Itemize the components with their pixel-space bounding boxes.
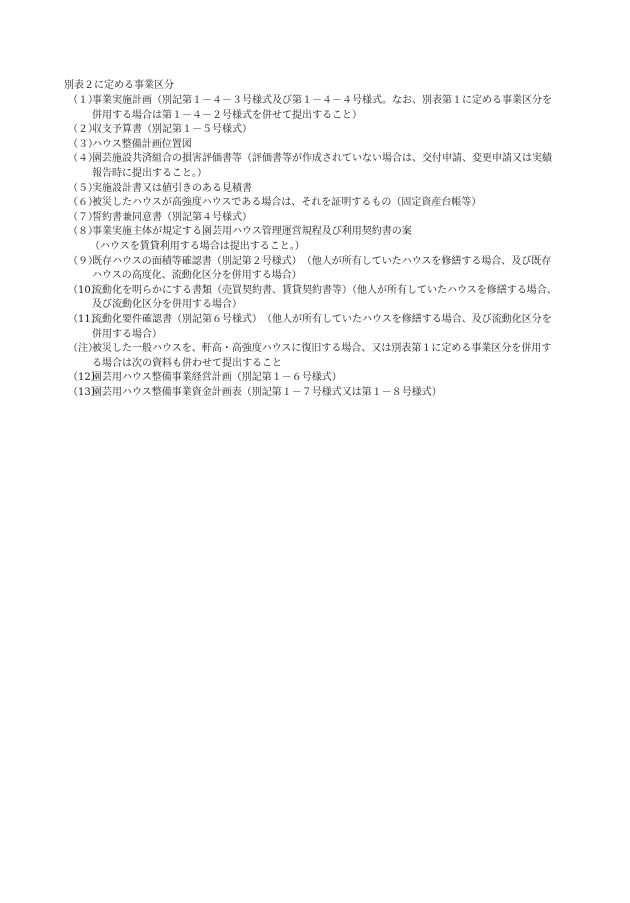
item-number: （２） bbox=[68, 124, 98, 136]
list-item-3 bbox=[64, 138, 594, 153]
item-number: （12） bbox=[68, 372, 101, 384]
list-item-8 bbox=[64, 225, 594, 240]
item-text: 被災した一般ハウスを、軒高・高強度ハウスに復旧する場合、又は別表第１に定める事業区分を併用す る場合は次の資料も併わせて提出すること bbox=[92, 343, 552, 369]
item-text: ハウス整備計画位置図 bbox=[92, 138, 192, 150]
list-item-11 bbox=[64, 313, 594, 342]
list-item-1 bbox=[64, 94, 594, 123]
item-text: 既存ハウスの面積等確認書（別記第２号様式） （他人が所有していたハウスを修繕する場合、及び既存 ハウスの高度化、流動化区分を併用する場合） bbox=[92, 255, 552, 282]
item-text: 収支予算書（別記第１－５号様式） bbox=[92, 124, 252, 136]
item-text: 流動化要件確認書（別記第６号様式） （他人が所有していたハウスを修繕する場合、及び流動化区分を 併用する場合） bbox=[92, 313, 552, 340]
list-item-12 bbox=[64, 371, 594, 386]
list-item-4 bbox=[64, 152, 594, 181]
item-text: 園芸用ハウス整備事業資金計画表（別記第１－７号様式又は第１－８号様式） bbox=[92, 386, 442, 398]
item-number: （注） bbox=[68, 343, 98, 355]
item-number: （９） bbox=[68, 255, 98, 267]
list-item-9 bbox=[64, 255, 594, 284]
item-number: （10） bbox=[68, 284, 101, 296]
list-item-note bbox=[64, 342, 594, 371]
list-item-8-note bbox=[64, 240, 594, 255]
item-number: （４） bbox=[68, 153, 98, 165]
list-item-10 bbox=[64, 284, 594, 313]
item-text: 被災したハウスが高強度ハウスである場合は、それを証明するもの（固定資産台帳等） bbox=[92, 197, 482, 209]
item-number: （11） bbox=[68, 313, 101, 325]
item-number: （３） bbox=[68, 138, 98, 150]
item-text: 誓約書兼同意書（別記第４号様式） bbox=[92, 211, 252, 223]
list-item-2 bbox=[64, 123, 594, 138]
item-text: 事業実施計画（別記第１－４－３号様式及び第１－４－４号様式。なお、別表第１に定める事業区分を 併用する場合は第１－４－２号様式を併せて提出すること） bbox=[92, 95, 552, 121]
list-item-6 bbox=[64, 196, 594, 211]
section-heading: 別表２に定める事業区分 bbox=[64, 80, 174, 91]
item-text: （ハウスを賃貸利用する場合は提出すること。） bbox=[90, 240, 305, 252]
item-text: 園芸用ハウス整備事業経営計画（別記第１－６号様式） bbox=[92, 372, 342, 384]
item-number: （13） bbox=[68, 386, 101, 398]
item-text: 流動化を明らかにする書類（売買契約書、賃貸契約書等）（他人が所有していたハウスを修繕する場合、 及び流動化区分を併用する場合） bbox=[92, 284, 557, 311]
item-text: 園芸施設共済組合の損害評価書等（評価書等が作成されていない場合は、交付申請、変更申請又は実績 報告時に提出すること。） bbox=[92, 153, 552, 179]
list-item-7 bbox=[64, 211, 594, 226]
item-text: 事業実施主体が規定する園芸用ハウス管理運営規程及び利用契約書の案 bbox=[92, 226, 412, 238]
list-item-13 bbox=[64, 386, 594, 401]
item-number: （８） bbox=[68, 226, 98, 238]
item-number: （７） bbox=[68, 211, 98, 223]
item-number: （６） bbox=[68, 197, 98, 209]
list-item-5 bbox=[64, 182, 594, 197]
item-text: 実施設計書又は値引きのある見積書 bbox=[92, 182, 252, 194]
document-list bbox=[64, 94, 594, 400]
item-number: （１） bbox=[68, 95, 98, 106]
item-number: （５） bbox=[68, 182, 98, 194]
